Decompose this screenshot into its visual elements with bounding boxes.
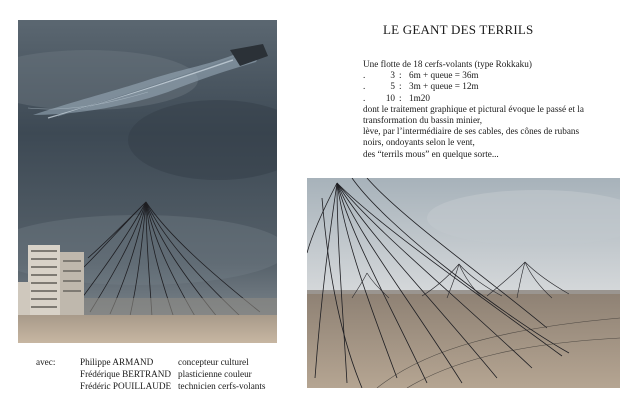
description-line: des “terrils mous” en quelque sorte... — [363, 148, 499, 159]
quantity-colon: : — [399, 92, 402, 103]
description-block — [363, 59, 625, 160]
credit-name: Philippe ARMAND — [80, 357, 154, 367]
description-line: dont le traitement graphique et pictural évoque le passé et la — [363, 103, 584, 114]
photo-kite-beach — [18, 20, 277, 343]
quantity-count: 10 — [385, 92, 395, 103]
photo-ribbon-cones — [307, 178, 620, 388]
quantity-colon: : — [399, 81, 402, 92]
credit-row — [36, 380, 266, 392]
quantity-size: 6m + queue = 36m — [409, 70, 479, 81]
quantity-line — [363, 70, 625, 81]
credit-role: concepteur culturel — [178, 357, 249, 367]
credit-role: plasticienne couleur — [178, 369, 252, 379]
credit-name: Frédérique BERTRAND — [80, 369, 172, 379]
credits-label: avec: — [36, 357, 56, 367]
credit-row — [36, 356, 266, 368]
credit-name: Frédéric POUILLAUDE — [80, 381, 172, 391]
quantity-bullet: . — [363, 92, 366, 103]
quantity-line — [363, 93, 625, 104]
quantity-line — [363, 81, 625, 92]
description-line: noirs, ondoyants selon le vent, — [363, 137, 475, 148]
quantity-size: 3m + queue = 12m — [409, 81, 479, 92]
quantity-bullet: . — [363, 81, 366, 92]
description-line: lève, par l’intermédiaire de ses cables, des cônes de rubans — [363, 126, 580, 137]
quantity-count: 3 — [390, 70, 395, 81]
credit-row — [36, 368, 266, 380]
description-intro: Une flotte de 18 cerfs-volants (type Rokkaku) — [363, 59, 532, 69]
quantity-colon: : — [399, 70, 402, 81]
quantity-bullet: . — [363, 70, 366, 81]
quantity-size: 1m20 — [409, 92, 430, 103]
credit-role: technicien cerfs-volants — [178, 381, 266, 391]
description-line: transformation du bassin minier, — [363, 115, 483, 126]
credits-block — [36, 356, 266, 392]
quantity-count: 5 — [390, 81, 395, 92]
page-title: LE GEANT DES TERRILS — [383, 22, 534, 37]
